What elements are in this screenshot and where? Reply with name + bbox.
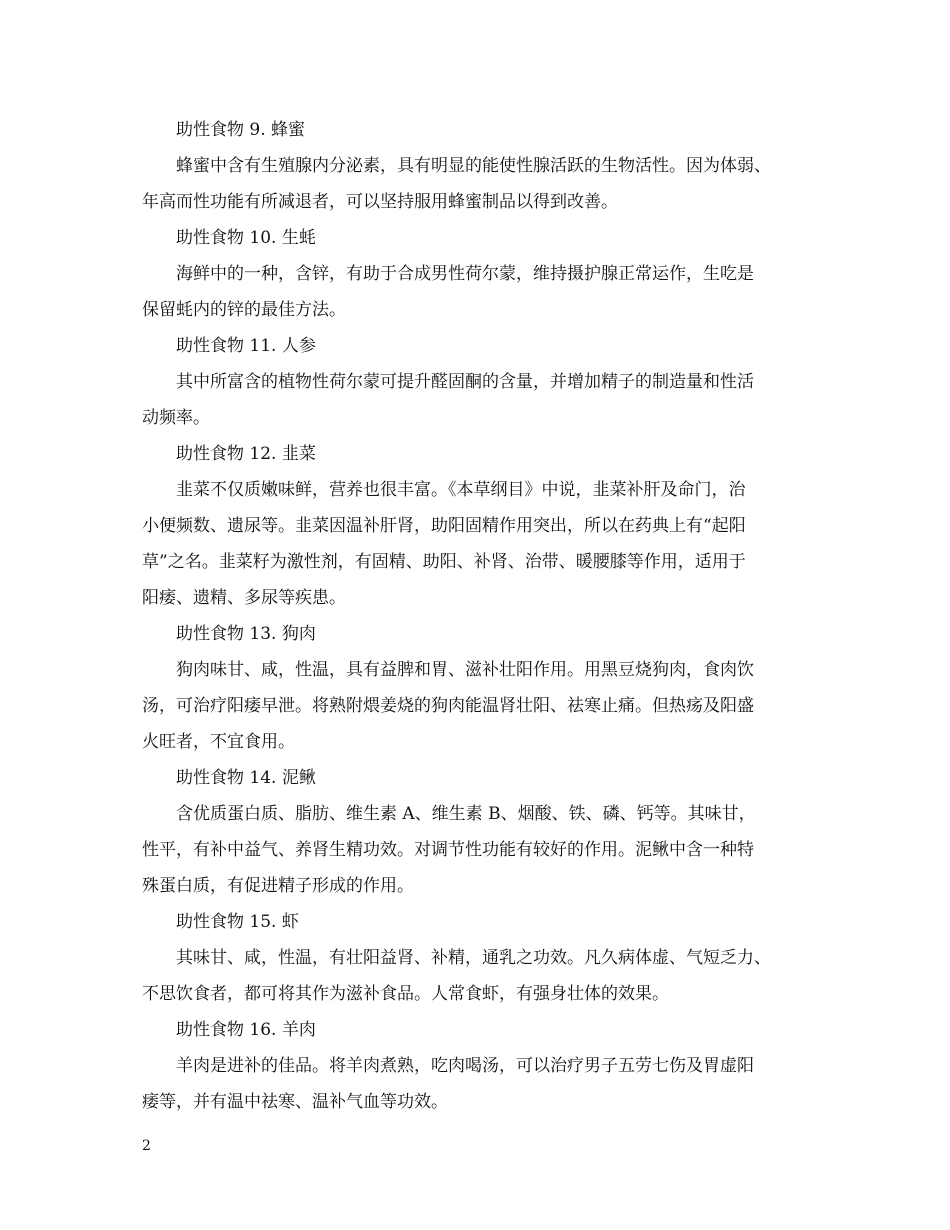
- paragraph-line: 海鲜中的一种，含锌，有助于合成男性荷尔蒙，维持摄护腺正常运作，生吃是: [176, 264, 754, 284]
- paragraph-line: 不思饮食者，都可将其作为滋补食品。人常食虾，有强身壮体的效果。: [142, 984, 669, 1004]
- section-heading: 助性食物 13. 狗肉: [176, 624, 316, 644]
- page-number: 2: [142, 1138, 151, 1154]
- section-paragraph: [142, 256, 810, 328]
- section-paragraph: [142, 148, 810, 220]
- paragraph-line: 羊肉是进补的佳品。将羊肉煮熟，吃肉喝汤，可以治疗男子五劳七伤及胃虚阳: [176, 1056, 754, 1076]
- paragraph-line: 草”之名。韭菜籽为激性剂，有固精、助阳、补肾、治带、暖腰膝等作用，适用于: [142, 552, 746, 572]
- paragraph-line: 韭菜不仅质嫩味鲜，营养也很丰富。《本草纲目》中说，韭菜补肝及命门，治: [176, 480, 746, 500]
- section-heading: 助性食物 14. 泥鳅: [176, 768, 316, 788]
- section-heading: 助性食物 10. 生蚝: [176, 228, 316, 248]
- section-shrimp: [142, 904, 810, 1012]
- section-oyster: [142, 220, 810, 328]
- paragraph-line: 火旺者，不宜食用。: [142, 732, 295, 752]
- section-paragraph: [142, 1048, 810, 1120]
- paragraph-line: 其中所富含的植物性荷尔蒙可提升醛固酮的含量，并增加精子的制造量和性活: [176, 372, 754, 392]
- section-heading: 助性食物 9. 蜂蜜: [176, 120, 306, 140]
- paragraph-line: 其味甘、咸，性温，有壮阳益肾、补精，通乳之功效。凡久病体虚、气短乏力、: [176, 948, 771, 968]
- section-chives: [142, 436, 810, 616]
- section-honey: [142, 112, 810, 220]
- section-heading: 助性食物 12. 韭菜: [176, 444, 316, 464]
- paragraph-line: 年高而性功能有所减退者，可以坚持服用蜂蜜制品以得到改善。: [142, 192, 618, 212]
- paragraph-line: 阳痿、遗精、多尿等疾患。: [142, 588, 346, 608]
- section-loach: [142, 760, 810, 904]
- paragraph-line: 殊蛋白质，有促进精子形成的作用。: [142, 876, 414, 896]
- section-ginseng: [142, 328, 810, 436]
- paragraph-line: 保留蚝内的锌的最佳方法。: [142, 300, 346, 320]
- section-paragraph: [142, 364, 810, 436]
- paragraph-line: 动频率。: [142, 408, 210, 428]
- document-body: [142, 112, 810, 1120]
- paragraph-line: 蜂蜜中含有生殖腺内分泌素，具有明显的能使性腺活跃的生物活性。因为体弱、: [176, 156, 771, 176]
- section-heading: 助性食物 15. 虾: [176, 912, 299, 932]
- paragraph-line: 小便频数、遗尿等。韭菜因温补肝肾，助阳固精作用突出，所以在药典上有“起阳: [142, 516, 746, 536]
- section-dog-meat: [142, 616, 810, 760]
- section-heading: 助性食物 11. 人参: [176, 336, 316, 356]
- paragraph-line: 含优质蛋白质、脂肪、维生素 A、维生素 B、烟酸、铁、磷、钙等。其味甘，: [176, 804, 756, 824]
- paragraph-line: 狗肉味甘、咸，性温，具有益脾和胃、滋补壮阳作用。用黑豆烧狗肉，食肉饮: [176, 660, 754, 680]
- section-paragraph: [142, 652, 810, 760]
- section-paragraph: [142, 940, 810, 1012]
- paragraph-line: 性平，有补中益气、养肾生精功效。对调节性功能有较好的作用。泥鳅中含一种特: [142, 840, 754, 860]
- section-mutton: [142, 1012, 810, 1120]
- paragraph-line: 痿等，并有温中祛寒、温补气血等功效。: [142, 1092, 448, 1112]
- section-paragraph: [142, 796, 810, 904]
- section-heading: 助性食物 16. 羊肉: [176, 1020, 316, 1040]
- section-paragraph: [142, 472, 810, 616]
- paragraph-line: 汤，可治疗阳痿早泄。将熟附煨姜烧的狗肉能温肾壮阳、祛寒止痛。但热疡及阳盛: [142, 696, 754, 716]
